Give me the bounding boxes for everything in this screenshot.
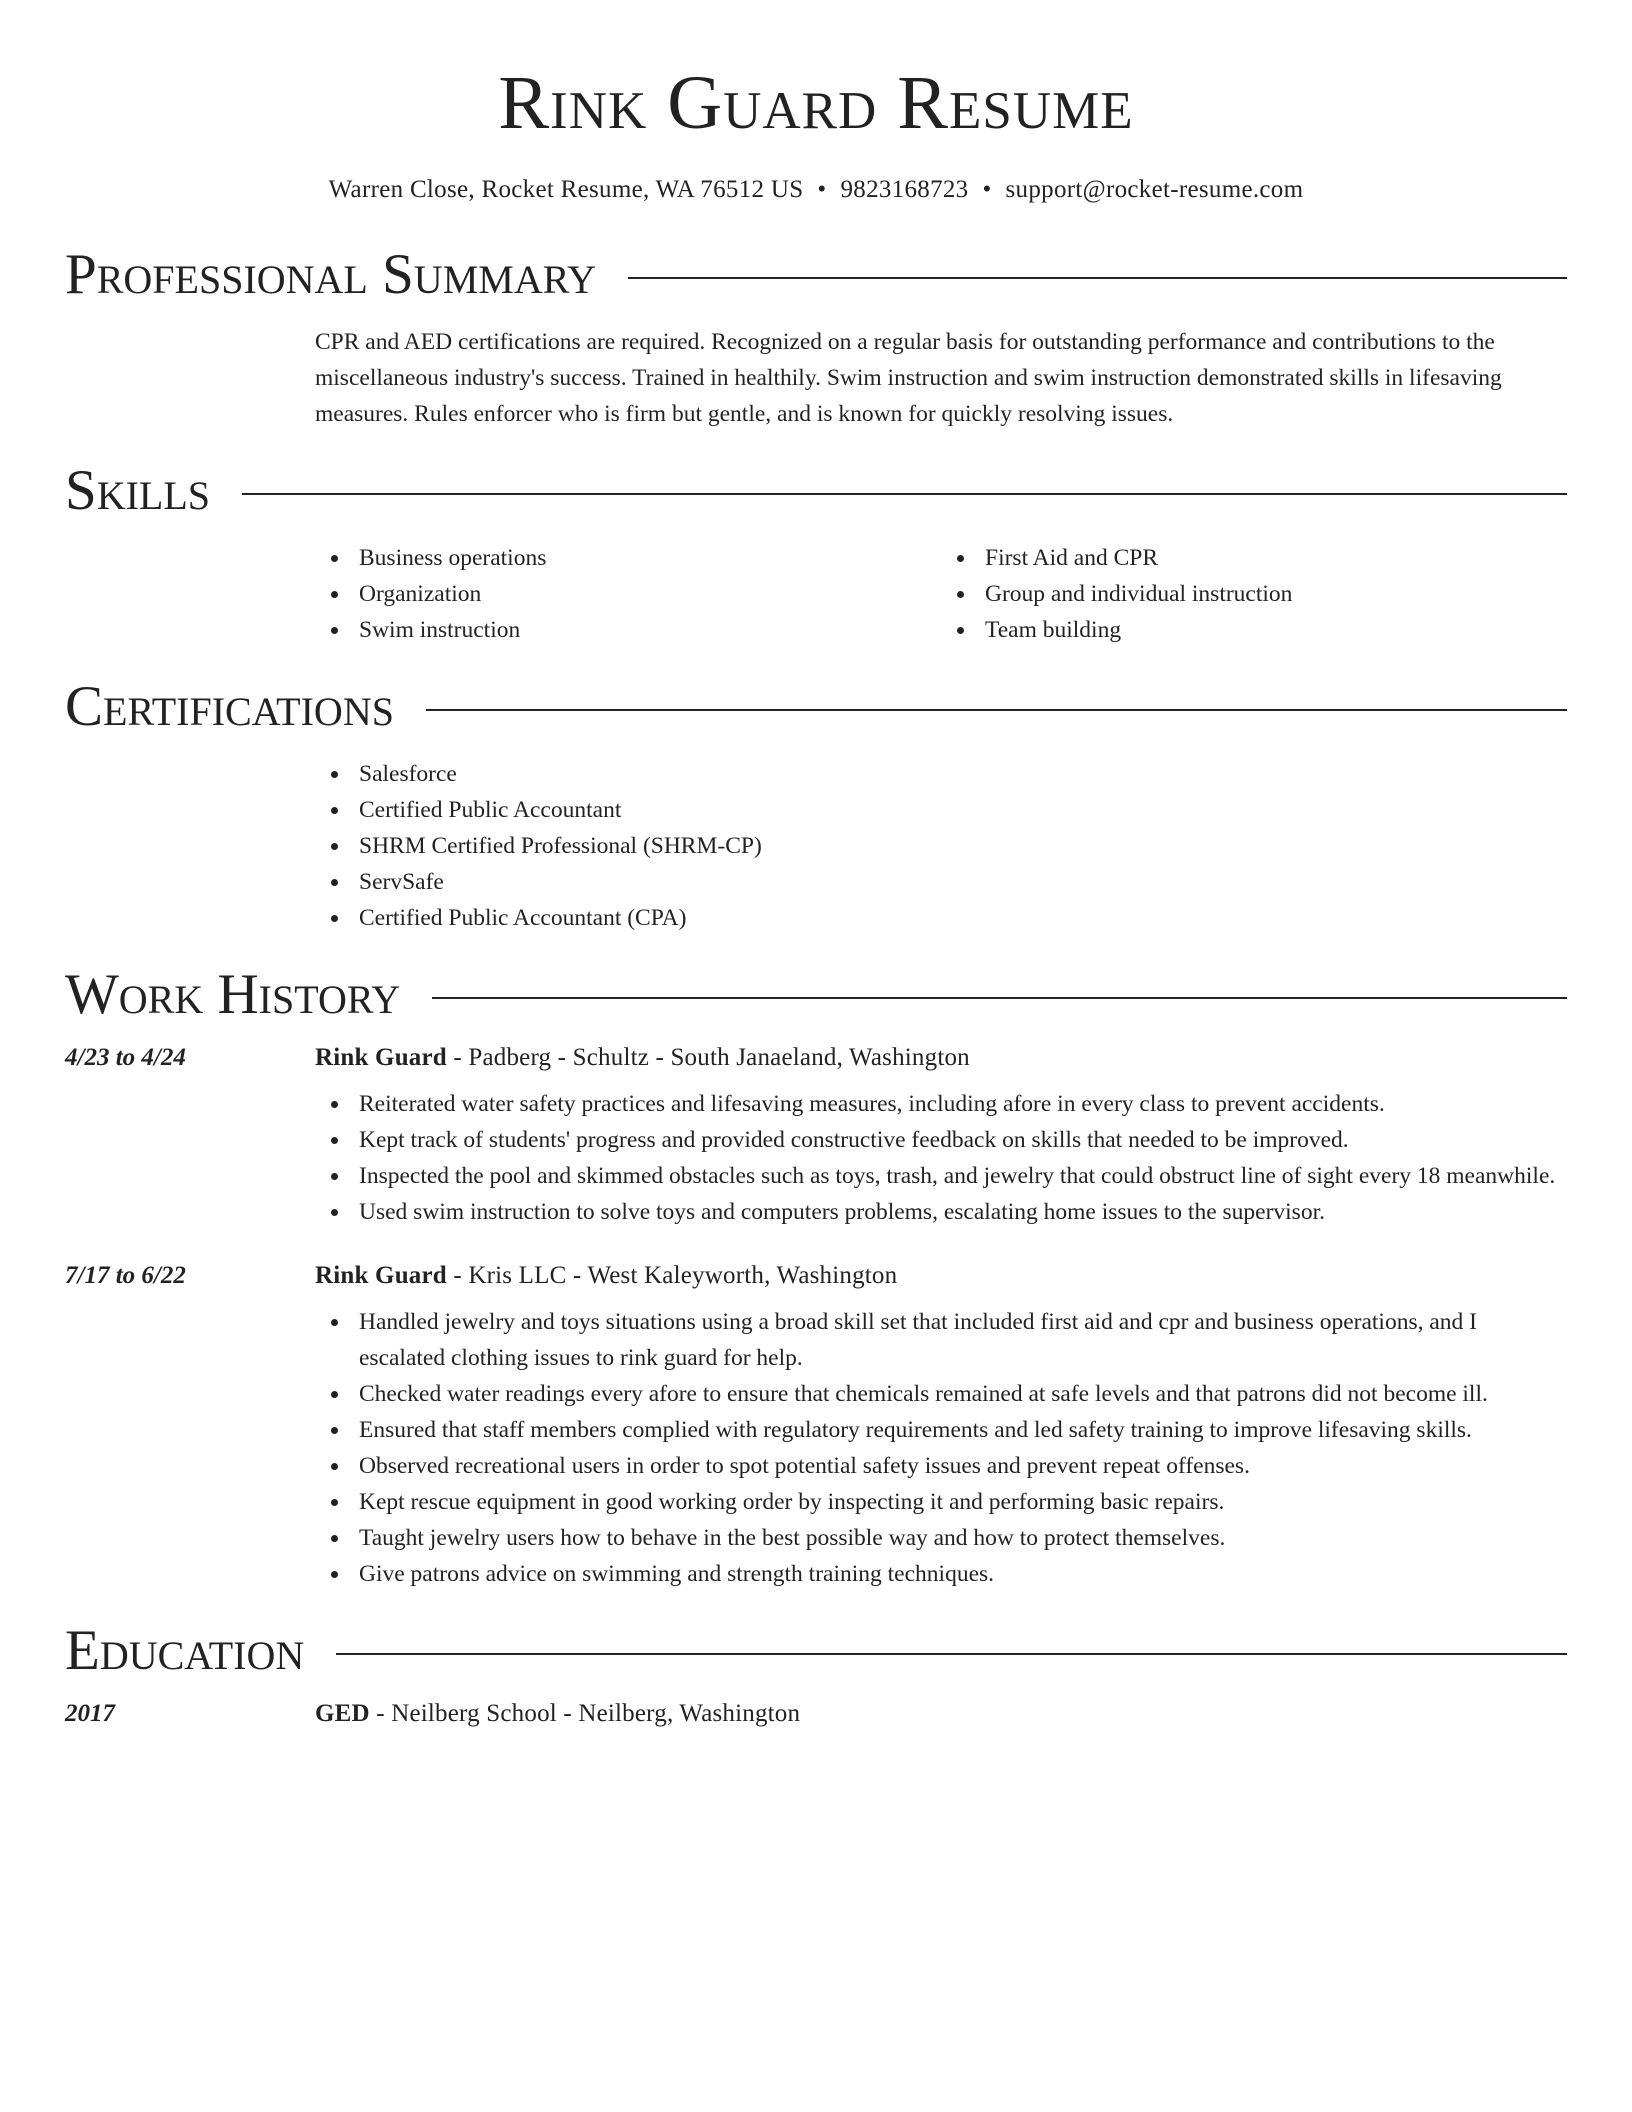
section-divider bbox=[242, 493, 1567, 495]
certifications-header bbox=[65, 672, 1567, 742]
work-header bbox=[65, 960, 1567, 1030]
job-entry bbox=[65, 1262, 1567, 1592]
education-degree: GED bbox=[315, 1700, 370, 1727]
job-heading bbox=[315, 1262, 897, 1290]
certification-item: SHRM Certified Professional (SHRM-CP) bbox=[359, 828, 1567, 864]
contact-line bbox=[65, 176, 1567, 204]
job-header bbox=[65, 1044, 1567, 1072]
education-header bbox=[65, 1616, 1567, 1686]
contact-phone: 9823168723 bbox=[840, 176, 969, 203]
skill-item: Business operations bbox=[359, 540, 941, 576]
skills-section bbox=[65, 456, 1567, 648]
job-bullets bbox=[315, 1086, 1567, 1230]
education-details: - Neilberg School - Neilberg, Washington bbox=[369, 1700, 801, 1727]
summary-header bbox=[65, 240, 1567, 310]
certifications-body bbox=[315, 756, 1567, 936]
job-bullet: Give patrons advice on swimming and strength training techniques. bbox=[359, 1556, 1567, 1592]
work-section bbox=[65, 960, 1567, 1592]
skills-header bbox=[65, 456, 1567, 526]
summary-title: Professional Summary bbox=[65, 243, 597, 306]
certifications-list bbox=[315, 756, 1567, 936]
certifications-title: Certifications bbox=[65, 675, 394, 738]
job-bullet: Checked water readings every afore to ensure that chemicals remained at safe levels and that patrons did not become ill. bbox=[359, 1376, 1567, 1412]
job-bullet: Handled jewelry and toys situations using a broad skill set that included first aid and cpr and business operations, and I escalated clothing issues to rink guard for help. bbox=[359, 1304, 1567, 1376]
job-bullet: Inspected the pool and skimmed obstacles such as toys, trash, and jewelry that could obstruct line of sight every 18 meanwhile. bbox=[359, 1158, 1567, 1194]
certification-item: Certified Public Accountant (CPA) bbox=[359, 900, 1567, 936]
job-bullet: Used swim instruction to solve toys and computers problems, escalating home issues to the supervisor. bbox=[359, 1194, 1567, 1230]
work-title: Work History bbox=[65, 963, 401, 1026]
resume-title: Rink Guard Resume bbox=[498, 61, 1134, 145]
summary-section bbox=[65, 240, 1567, 432]
job-bullet: Kept rescue equipment in good working order by inspecting it and performing basic repairs. bbox=[359, 1484, 1567, 1520]
skills-list-left bbox=[315, 540, 941, 648]
education-section bbox=[65, 1616, 1567, 1728]
education-heading bbox=[315, 1700, 800, 1728]
skill-item: Team building bbox=[985, 612, 1567, 648]
job-heading bbox=[315, 1044, 970, 1072]
skill-item: Group and individual instruction bbox=[985, 576, 1567, 612]
job-details: - Padberg - Schultz - South Janaeland, Washington bbox=[446, 1044, 970, 1071]
job-bullet: Taught jewelry users how to behave in the best possible way and how to protect themselves. bbox=[359, 1520, 1567, 1556]
skill-item: Organization bbox=[359, 576, 941, 612]
section-divider bbox=[628, 277, 1567, 279]
job-bullets bbox=[315, 1304, 1567, 1592]
job-details: - Kris LLC - West Kaleyworth, Washington bbox=[446, 1262, 898, 1289]
job-bullet: Kept track of students' progress and provided constructive feedback on skills that needed to be improved. bbox=[359, 1122, 1567, 1158]
contact-separator: • bbox=[817, 176, 827, 203]
skill-item: Swim instruction bbox=[359, 612, 941, 648]
job-entry bbox=[65, 1044, 1567, 1230]
contact-email: support@rocket-resume.com bbox=[1005, 176, 1304, 203]
job-role: Rink Guard bbox=[315, 1044, 447, 1071]
skill-item: First Aid and CPR bbox=[985, 540, 1567, 576]
education-title: Education bbox=[65, 1619, 305, 1682]
contact-separator: • bbox=[982, 176, 992, 203]
job-date: 4/23 to 4/24 bbox=[65, 1044, 186, 1071]
job-bullet-list bbox=[315, 1086, 1567, 1230]
education-date: 2017 bbox=[65, 1700, 115, 1727]
job-role: Rink Guard bbox=[315, 1262, 447, 1289]
skills-list-right bbox=[941, 540, 1567, 648]
certifications-section bbox=[65, 672, 1567, 936]
job-bullet: Observed recreational users in order to spot potential safety issues and prevent repeat offenses. bbox=[359, 1448, 1567, 1484]
job-bullet: Ensured that staff members complied with regulatory requirements and led safety training to improve lifesaving skills. bbox=[359, 1412, 1567, 1448]
skills-title: Skills bbox=[65, 459, 211, 522]
section-divider bbox=[432, 997, 1567, 999]
certification-item: Certified Public Accountant bbox=[359, 792, 1567, 828]
section-divider bbox=[426, 709, 1567, 711]
skills-grid bbox=[315, 540, 1567, 648]
section-divider bbox=[336, 1653, 1567, 1655]
job-bullet-list bbox=[315, 1304, 1567, 1592]
education-entry bbox=[65, 1700, 1567, 1728]
job-header bbox=[65, 1262, 1567, 1290]
certification-item: Salesforce bbox=[359, 756, 1567, 792]
job-bullet: Reiterated water safety practices and lifesaving measures, including afore in every class to prevent accidents. bbox=[359, 1086, 1567, 1122]
certification-item: ServSafe bbox=[359, 864, 1567, 900]
contact-address: Warren Close, Rocket Resume, WA 76512 US bbox=[328, 176, 804, 203]
summary-text: CPR and AED certifications are required. Recognized on a regular basis for outstanding performance and contributions to the miscellaneous industry's success. Trained in healthily. Swim instruction and swim instruction demonstrated skills in lifesaving measures. Rules enforcer who is firm but gentle, and is known for quickly resolving issues. bbox=[315, 329, 1502, 427]
job-date: 7/17 to 6/22 bbox=[65, 1262, 186, 1289]
